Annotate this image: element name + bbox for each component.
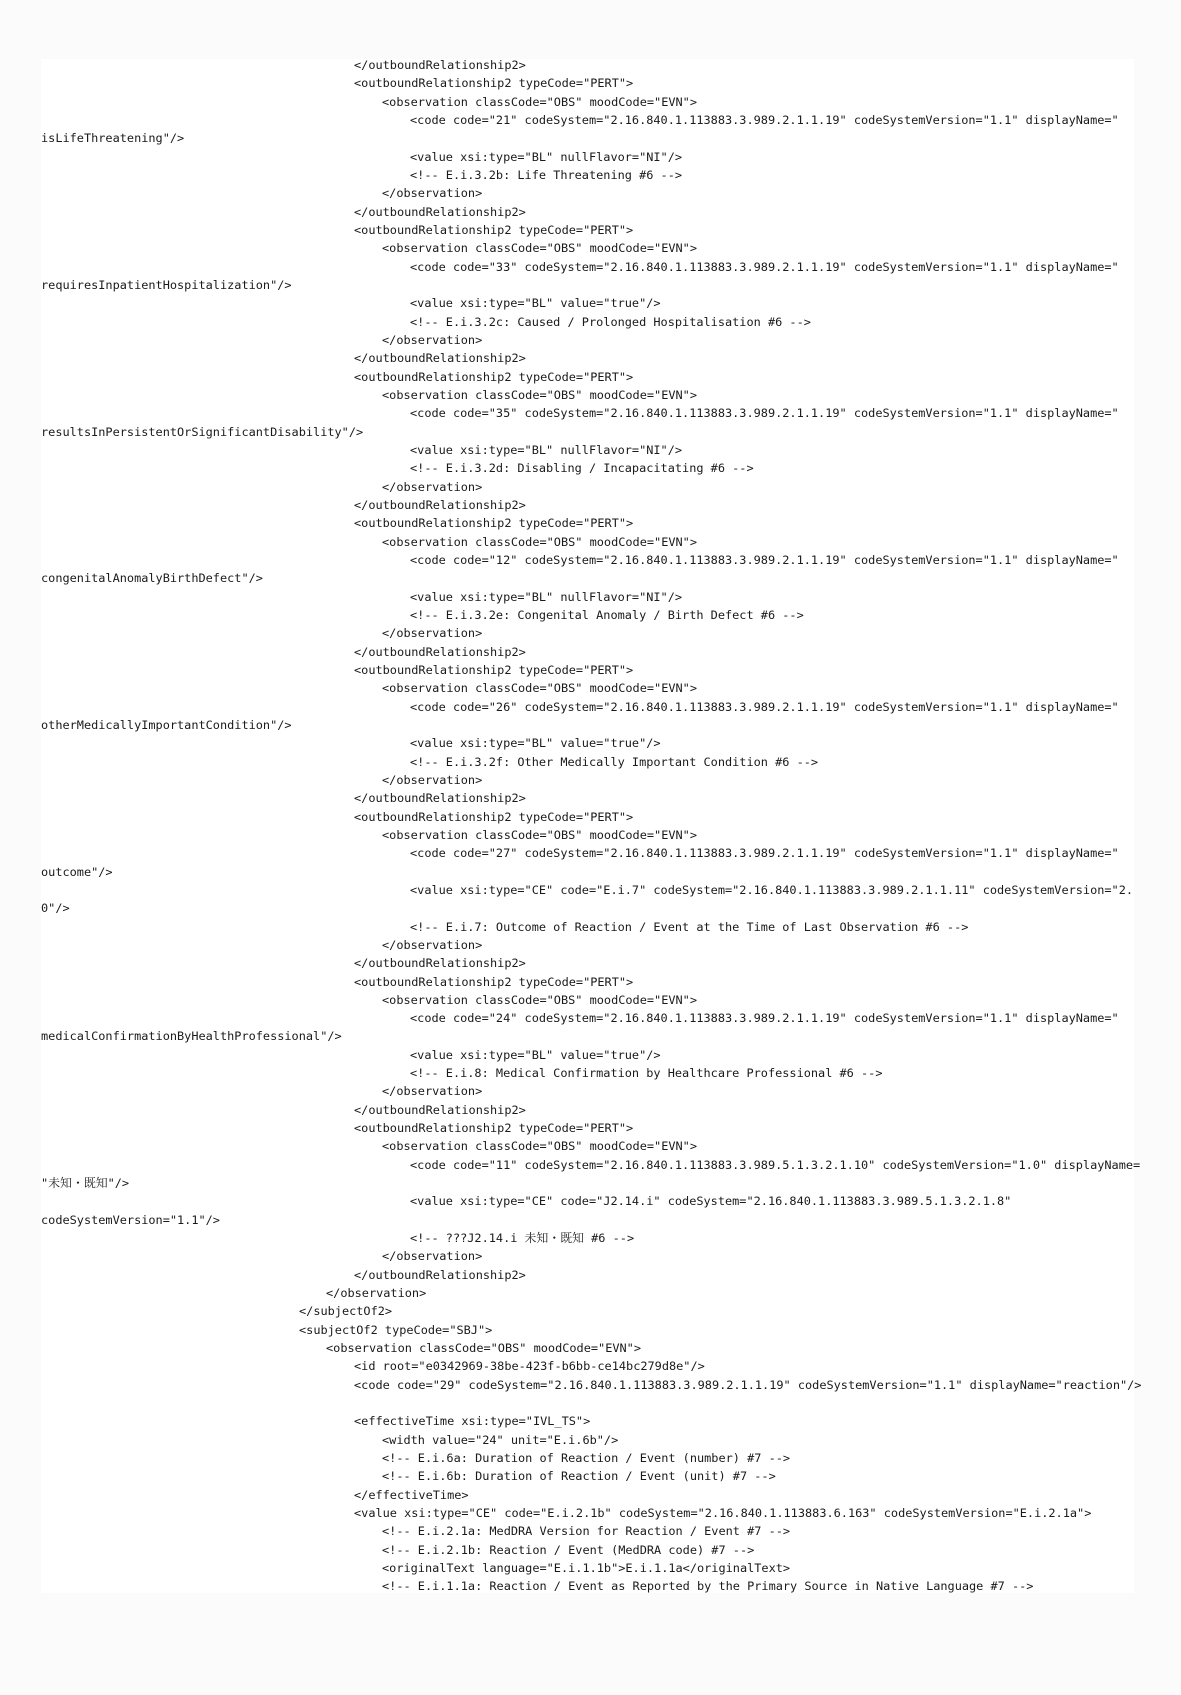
code-line: </observation> — [382, 479, 483, 494]
code-line: <value xsi:type="BL" value="true"/> — [410, 296, 661, 311]
code-line: <code code="12" codeSystem="2.16.840.1.113883.3.989.2.1.1.19" codeSystemVersion="1.1" displayName=" — [410, 552, 1119, 567]
code-line: </observation> — [382, 937, 483, 952]
code-line: </outboundRelationship2> — [354, 644, 526, 659]
code-line: </outboundRelationship2> — [354, 956, 526, 971]
code-line: <outboundRelationship2 typeCode="PERT"> — [354, 76, 634, 91]
code-line: <outboundRelationship2 typeCode="PERT"> — [354, 516, 634, 531]
code-line: <outboundRelationship2 typeCode="PERT"> — [354, 369, 634, 384]
code-line: <observation classCode="OBS" moodCode="EVN"> — [382, 241, 697, 256]
code-line: <effectiveTime xsi:type="IVL_TS"> — [354, 1414, 591, 1429]
code-line: <observation classCode="OBS" moodCode="EVN"> — [382, 94, 697, 109]
code-line-wrapped: outcome"/> — [41, 864, 113, 879]
code-line-wrapped: resultsInPersistentOrSignificantDisability"/> — [41, 424, 364, 439]
code-line: <code code="26" codeSystem="2.16.840.1.113883.3.989.2.1.1.19" codeSystemVersion="1.1" displayName=" — [410, 699, 1119, 714]
code-line: </observation> — [382, 332, 483, 347]
code-line: <code code="24" codeSystem="2.16.840.1.113883.3.989.2.1.1.19" codeSystemVersion="1.1" displayName=" — [410, 1011, 1119, 1026]
code-line-wrapped: isLifeThreatening"/> — [41, 131, 185, 146]
code-line: <value xsi:type="CE" code="E.i.7" codeSystem="2.16.840.1.113883.3.989.2.1.1.11" codeSystemVersion="2. — [410, 882, 1134, 897]
code-line: <value xsi:type="CE" code="J2.14.i" codeSystem="2.16.840.1.113883.3.989.5.1.3.2.1.8" — [410, 1194, 1012, 1209]
code-line: <!-- E.i.3.2b: Life Threatening #6 --> — [410, 167, 683, 182]
code-line: <!-- ???J2.14.i 未知・既知 #6 --> — [410, 1231, 635, 1246]
code-line: <code code="27" codeSystem="2.16.840.1.113883.3.989.2.1.1.19" codeSystemVersion="1.1" displayName=" — [410, 846, 1119, 861]
code-line: <width value="24" unit="E.i.6b"/> — [382, 1432, 619, 1447]
code-line: <value xsi:type="CE" code="E.i.2.1b" codeSystem="2.16.840.1.113883.6.163" codeSystemVersion="E.i.2.1a"> — [354, 1506, 1092, 1521]
code-line: <value xsi:type="BL" nullFlavor="NI"/> — [410, 589, 683, 604]
code-line: <code code="11" codeSystem="2.16.840.1.113883.3.989.5.1.3.2.1.10" codeSystemVersion="1.0" displayName= — [410, 1157, 1141, 1172]
code-line: <observation classCode="OBS" moodCode="EVN"> — [382, 681, 697, 696]
code-line-wrapped: "未知・既知"/> — [41, 1176, 130, 1191]
code-line: </outboundRelationship2> — [354, 58, 526, 72]
code-line: <originalText language="E.i.1.1b">E.i.1.1a</originalText> — [382, 1561, 791, 1576]
code-line: </observation> — [382, 626, 483, 641]
code-line: </observation> — [382, 772, 483, 787]
code-line: <!-- E.i.3.2d: Disabling / Incapacitating #6 --> — [410, 461, 754, 476]
code-line: <observation classCode="OBS" moodCode="EVN"> — [382, 827, 697, 842]
code-line: </subjectOf2> — [299, 1304, 393, 1319]
code-line: <!-- E.i.3.2c: Caused / Prolonged Hospitalisation #6 --> — [410, 314, 811, 329]
code-line: <code code="33" codeSystem="2.16.840.1.113883.3.989.2.1.1.19" codeSystemVersion="1.1" displayName=" — [410, 259, 1119, 274]
code-line: <outboundRelationship2 typeCode="PERT"> — [354, 662, 634, 677]
code-line: </observation> — [382, 1084, 483, 1099]
code-line: <value xsi:type="BL" nullFlavor="NI"/> — [410, 442, 683, 457]
code-line: <!-- E.i.8: Medical Confirmation by Healthcare Professional #6 --> — [410, 1066, 883, 1081]
code-line: <code code="35" codeSystem="2.16.840.1.113883.3.989.2.1.1.19" codeSystemVersion="1.1" displayName=" — [410, 406, 1119, 421]
code-line: <!-- E.i.2.1b: Reaction / Event (MedDRA code) #7 --> — [382, 1542, 755, 1557]
code-line: <code code="29" codeSystem="2.16.840.1.113883.3.989.2.1.1.19" codeSystemVersion="1.1" displayName="reaction"/> — [354, 1377, 1142, 1392]
code-line: </observation> — [382, 1249, 483, 1264]
code-line: <outboundRelationship2 typeCode="PERT"> — [354, 1121, 634, 1136]
code-line: </observation> — [326, 1286, 427, 1301]
code-line: <!-- E.i.3.2e: Congenital Anomaly / Birth Defect #6 --> — [410, 607, 804, 622]
code-line: <code code="21" codeSystem="2.16.840.1.113883.3.989.2.1.1.19" codeSystemVersion="1.1" displayName=" — [410, 112, 1119, 127]
code-line: <!-- E.i.7: Outcome of Reaction / Event at the Time of Last Observation #6 --> — [410, 919, 969, 934]
code-line: </outboundRelationship2> — [354, 791, 526, 806]
code-line: <!-- E.i.3.2f: Other Medically Important Condition #6 --> — [410, 754, 819, 769]
code-line: <subjectOf2 typeCode="SBJ"> — [299, 1322, 493, 1337]
code-line: <outboundRelationship2 typeCode="PERT"> — [354, 974, 634, 989]
code-line: </outboundRelationship2> — [354, 204, 526, 219]
code-line: <observation classCode="OBS" moodCode="EVN"> — [382, 534, 697, 549]
code-line-wrapped: congenitalAnomalyBirthDefect"/> — [41, 571, 263, 586]
code-line: <!-- E.i.6b: Duration of Reaction / Event (unit) #7 --> — [382, 1469, 776, 1484]
code-line-wrapped: 0"/> — [41, 901, 70, 916]
code-line: <observation classCode="OBS" moodCode="EVN"> — [382, 1139, 697, 1154]
code-line: <id root="e0342969-38be-423f-b6bb-ce14bc279d8e"/> — [354, 1359, 705, 1374]
code-line: <!-- E.i.1.1a: Reaction / Event as Reported by the Primary Source in Native Language #7 --> — [382, 1579, 1034, 1594]
code-line: <!-- E.i.2.1a: MedDRA Version for Reaction / Event #7 --> — [382, 1524, 791, 1539]
code-line: <observation classCode="OBS" moodCode="EVN"> — [382, 387, 697, 402]
xml-code-document — [41, 58, 1142, 1594]
code-line: <observation classCode="OBS" moodCode="EVN"> — [326, 1341, 641, 1356]
code-line-wrapped: requiresInpatientHospitalization"/> — [41, 277, 292, 292]
code-line-wrapped: otherMedicallyImportantCondition"/> — [41, 717, 292, 732]
code-line: </outboundRelationship2> — [354, 497, 526, 512]
code-line: </outboundRelationship2> — [354, 351, 526, 366]
code-line: <value xsi:type="BL" nullFlavor="NI"/> — [410, 149, 683, 164]
code-line-wrapped: medicalConfirmationByHealthProfessional"/> — [41, 1029, 342, 1044]
code-line: <outboundRelationship2 typeCode="PERT"> — [354, 809, 634, 824]
code-line: </outboundRelationship2> — [354, 1267, 526, 1282]
code-line-wrapped: codeSystemVersion="1.1"/> — [41, 1212, 220, 1227]
code-line: <value xsi:type="BL" value="true"/> — [410, 736, 661, 751]
code-line: <observation classCode="OBS" moodCode="EVN"> — [382, 992, 697, 1007]
code-line: </observation> — [382, 186, 483, 201]
code-line: <!-- E.i.6a: Duration of Reaction / Event (number) #7 --> — [382, 1451, 791, 1466]
code-line: </effectiveTime> — [354, 1487, 469, 1502]
code-line: <value xsi:type="BL" value="true"/> — [410, 1047, 661, 1062]
code-line: </outboundRelationship2> — [354, 1102, 526, 1117]
code-line: <outboundRelationship2 typeCode="PERT"> — [354, 222, 634, 237]
